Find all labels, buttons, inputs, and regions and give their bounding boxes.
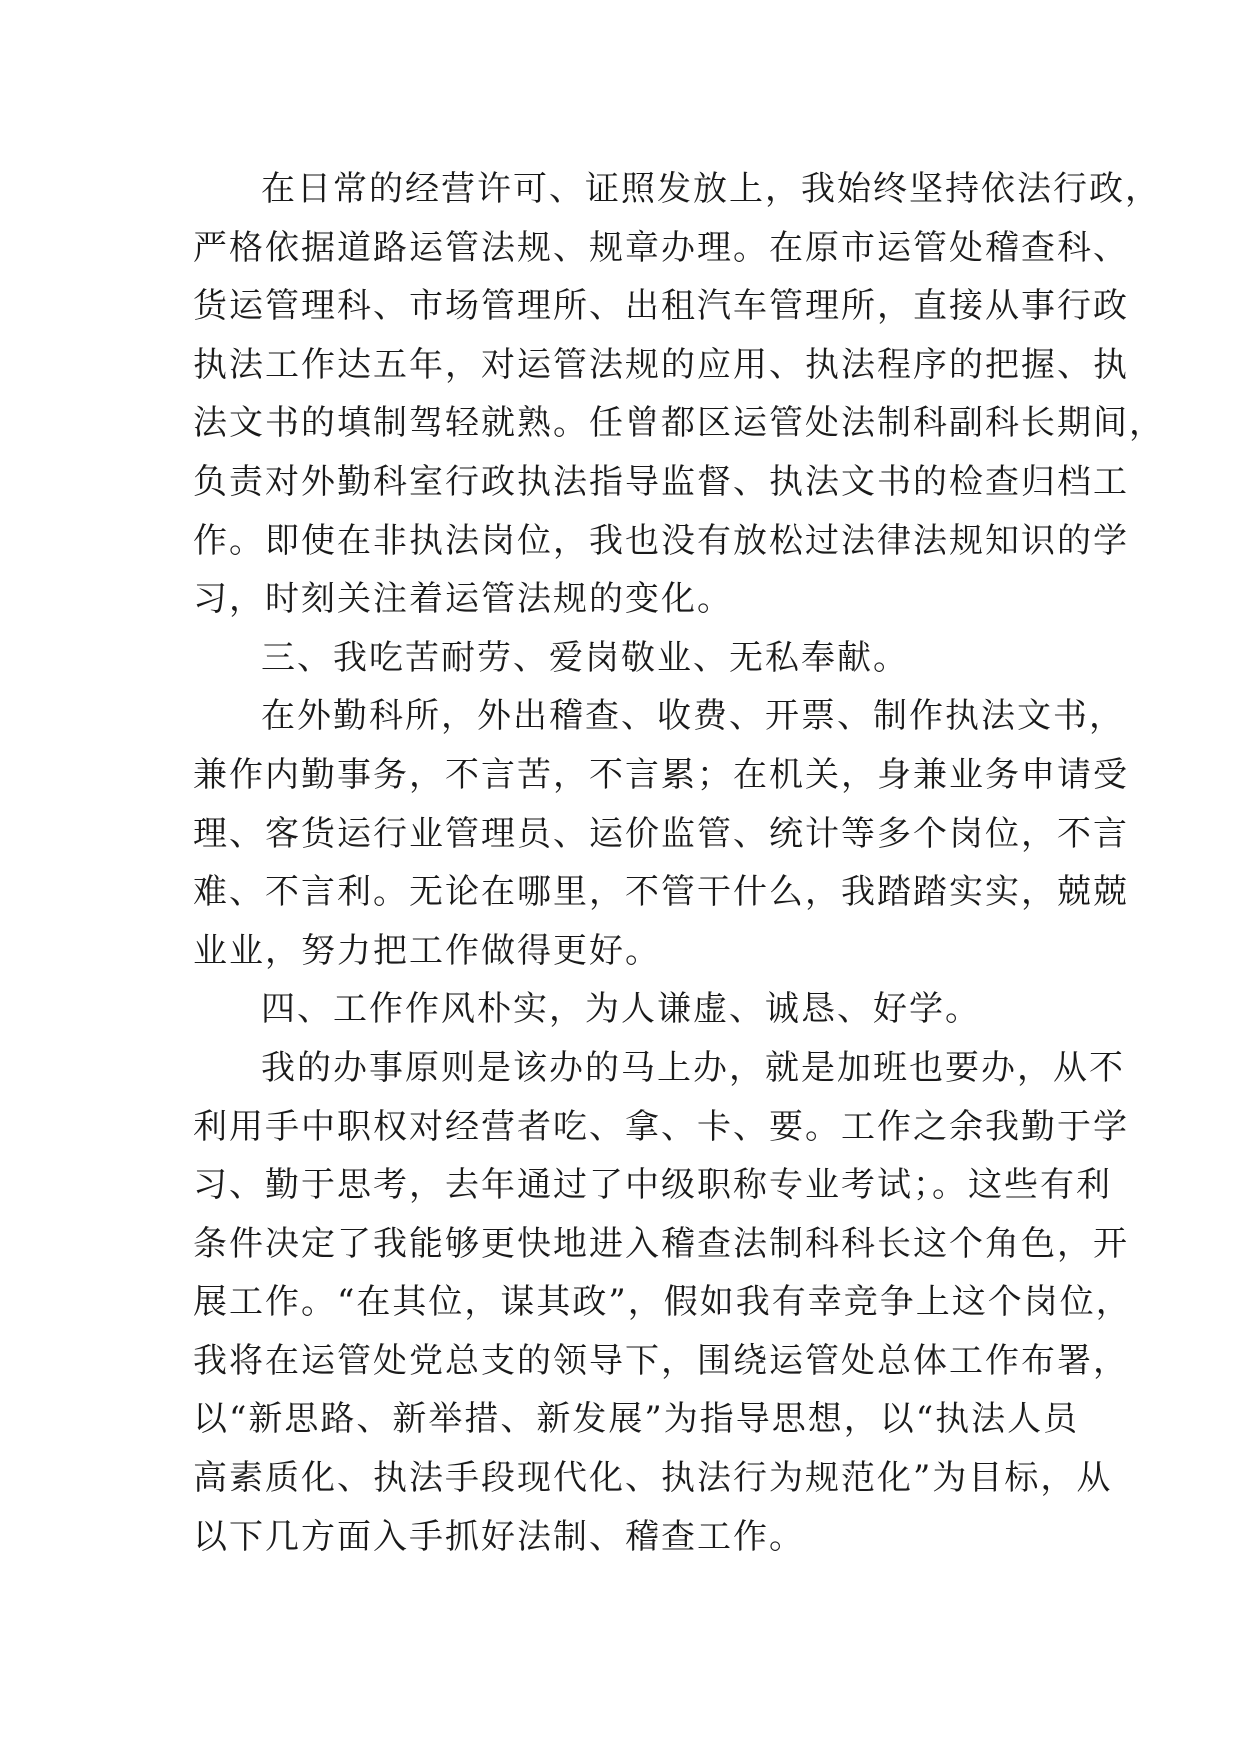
text-line: 展工作。“在其位，谋其政”，假如我有幸竞争上这个岗位， (193, 1282, 1132, 1323)
text-line: 货运管理科、市场管理所、出租汽车管理所，直接从事行政 (193, 286, 1129, 327)
text-line: 高素质化、执法手段现代化、执法行为规范化”为目标，从 (193, 1458, 1113, 1499)
document-body (193, 160, 1165, 1566)
text-line: 负责对外勤科室行政执法指导监督、执法文书的检查归档工 (193, 461, 1129, 502)
text-line: 以“新思路、新举措、新发展”为指导思想，以“执法人员 (193, 1399, 1080, 1440)
text-line: 业业，努力把工作做得更好。 (193, 930, 661, 971)
text-line: 在日常的经营许可、证照发放上，我始终坚持依法行政， (261, 169, 1161, 209)
text-line: 严格依据道路运管法规、规章办理。在原市运管处稽查科、 (193, 227, 1129, 268)
text-line: 习、勤于思考，去年通过了中级职称专业考试；。这些有利 (193, 1165, 1112, 1206)
text-line: 理、客货运行业管理员、运价监管、统计等多个岗位，不言 (193, 813, 1129, 854)
text-line: 法文书的填制驾轻就熟。任曾都区运管处法制科副科长期间， (193, 403, 1165, 444)
text-line: 在外勤科所，外出稽查、收费、开票、制作执法文书， (261, 696, 1125, 737)
text-line: 以下几方面入手抓好法制、稽查工作。 (193, 1516, 805, 1557)
text-line: 难、不言利。无论在哪里，不管干什么，我踏踏实实，兢兢 (193, 872, 1129, 913)
text-line: 习，时刻关注着运管法规的变化。 (193, 579, 733, 620)
text-line: 我的办事原则是该办的马上办，就是加班也要办，从不 (261, 1047, 1125, 1088)
section-heading: 三、我吃苦耐劳、爱岗敬业、无私奉献。 (261, 637, 909, 678)
text-line: 执法工作达五年，对运管法规的应用、执法程序的把握、执 (193, 344, 1129, 385)
text-line: 条件决定了我能够更快地进入稽查法制科科长这个角色，开 (193, 1223, 1129, 1264)
section-heading: 四、工作作风朴实，为人谦虚、诚恳、好学。 (261, 989, 981, 1030)
text-line: 利用手中职权对经营者吃、拿、卡、要。工作之余我勤于学 (193, 1106, 1129, 1147)
text-line: 作。即使在非执法岗位，我也没有放松过法律法规知识的学 (193, 520, 1129, 561)
text-line: 兼作内勤事务，不言苦，不言累；在机关，身兼业务申请受 (193, 754, 1129, 795)
text-line: 我将在运管处党总支的领导下，围绕运管处总体工作布署， (193, 1340, 1129, 1381)
